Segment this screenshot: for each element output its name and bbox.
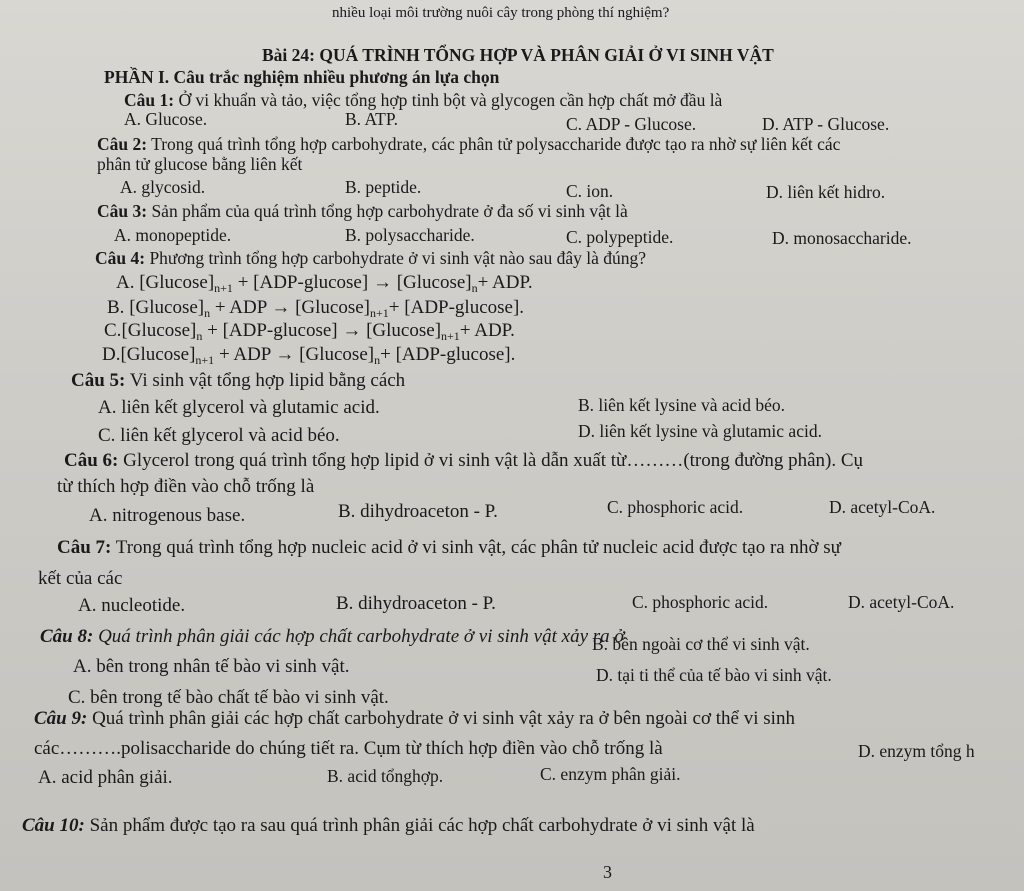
q9-option-d: D. enzym tổng h: [858, 741, 975, 761]
q5-option-d: D. liên kết lysine và glutamic acid.: [578, 421, 822, 441]
question-label: Câu 6:: [64, 450, 119, 471]
q8-option-b: B. bên ngoài cơ thể vi sinh vật.: [592, 634, 810, 654]
question-7: [57, 537, 841, 559]
question-text: Ở vi khuẩn và tảo, việc tổng hợp tinh bột và glycogen cần hợp chất mở đầu là: [178, 90, 723, 110]
q2-option-b: B. peptide.: [345, 177, 422, 197]
part-title: PHẦN I. Câu trắc nghiệm nhiều phương án lựa chọn: [104, 67, 500, 87]
q8-option-a: A. bên trong nhân tế bào vi sinh vật.: [73, 656, 350, 677]
question-4: [95, 247, 646, 269]
q4-option-a: A. $[Glucose]_{n+1} + [ADP-glucose] \to [Glucose]_n+$ ADP.: [116, 272, 533, 295]
question-label: Câu 10:: [22, 815, 85, 836]
q5-option-a: A. liên kết glycerol và glutamic acid.: [98, 397, 380, 418]
question-text: Trong quá trình tổng hợp nucleic acid ở vi sinh vật, các phân tử nucleic acid được tạo ra nhờ sự: [115, 537, 841, 558]
question-2: [97, 133, 840, 155]
q9-option-b: B. acid tổnghợp.: [327, 766, 444, 786]
question-1: [124, 89, 722, 111]
question-label: Câu 2:: [97, 134, 148, 154]
q1-option-b: B. ATP.: [345, 109, 399, 129]
question-text: Sản phẩm của quá trình tổng hợp carbohydrate ở đa số vi sinh vật là: [151, 201, 628, 221]
question-text: Glycerol trong quá trình tổng hợp lipid ở vi sinh vật là dẫn xuất từ………(trong đường phân). Cụ: [123, 450, 864, 471]
q2-option-c: C. ion.: [566, 181, 614, 201]
q6-option-d: D. acetyl-CoA.: [829, 497, 936, 517]
header-cut-text: nhiều loại môi trường nuôi cây trong phòng thí nghiệm?: [332, 5, 670, 21]
q6-option-a: A. nitrogenous base.: [89, 505, 246, 526]
q3-option-a: A. monopeptide.: [114, 225, 232, 245]
q4-option-b: B. $[Glucose]_n$ + ADP → $[Glucose]_{n+1}+ [ADP-glucose]$.: [107, 297, 525, 320]
q8-option-c: C. bên trong tế bào chất tế bào vi sinh vật.: [68, 687, 389, 708]
q4-option-c: $C.[Glucose]_n + [ADP-glucose] \to [Glucose]_{n+1}+$ ADP.: [104, 320, 515, 343]
q3-option-c: C. polypeptide.: [566, 227, 674, 247]
question-label: Câu 3:: [97, 201, 148, 221]
q5-option-b: B. liên kết lysine và acid béo.: [578, 395, 786, 415]
lesson-title: Bài 24: QUÁ TRÌNH TỔNG HỢP VÀ PHÂN GIẢI Ở VI SINH VẬT: [262, 45, 774, 65]
question-label: Câu 4:: [95, 248, 146, 268]
q3-option-d: D. monosaccharide.: [772, 228, 912, 248]
question-text: Quá trình phân giải các hợp chất carbohydrate ở vi sinh vật xảy ra ở: [98, 626, 625, 647]
question-label: Câu 8:: [40, 626, 94, 647]
question-text: Sản phẩm được tạo ra sau quá trình phân giải các hợp chất carbohydrate ở vi sinh vật là: [89, 815, 755, 836]
q7-option-c: C. phosphoric acid.: [632, 592, 769, 612]
question-10: [22, 815, 755, 837]
q7-option-a: A. nucleotide.: [78, 595, 186, 616]
question-2-continued: phân tử glucose bằng liên kết: [97, 154, 303, 174]
q2-option-a: A. glycosid.: [120, 177, 206, 197]
q1-option-c: C. ADP - Glucose.: [566, 114, 697, 134]
q3-option-b: B. polysaccharide.: [345, 225, 475, 245]
question-6: [64, 450, 863, 472]
question-9: [34, 708, 795, 730]
question-9-continued: các……….polisaccharide do chúng tiết ra. Cụm từ thích hợp điền vào chỗ trống là: [34, 738, 663, 759]
question-text: Vi sinh vật tổng hợp lipid bằng cách: [129, 370, 406, 391]
q8-option-d: D. tại ti thể của tế bào vi sinh vật.: [596, 665, 832, 685]
page-number: 3: [603, 862, 612, 882]
question-label: Câu 9:: [34, 708, 88, 729]
q1-option-a: A. Glucose.: [124, 109, 208, 129]
q4-option-d: $D.[Glucose]_{n+1}$ + ADP → $[Glucose]_n+ [ADP-glucose]$.: [102, 344, 516, 367]
q7-option-d: D. acetyl-CoA.: [848, 592, 955, 612]
question-7-continued: kết của các: [38, 568, 123, 589]
q1-option-d: D. ATP - Glucose.: [762, 114, 890, 134]
question-8: [40, 626, 625, 648]
question-3: [97, 200, 628, 222]
question-text: Quá trình phân giải các hợp chất carbohydrate ở vi sinh vật xảy ra ở bên ngoài cơ thể vi sinh: [92, 708, 795, 729]
question-label: Câu 5:: [71, 370, 126, 391]
q9-option-c: C. enzym phân giải.: [540, 764, 681, 784]
q2-option-d: D. liên kết hidro.: [766, 182, 886, 202]
question-label: Câu 7:: [57, 537, 112, 558]
question-5: [71, 370, 405, 392]
q6-option-b: B. dihydroaceton - P.: [338, 501, 498, 522]
question-label: Câu 1:: [124, 90, 175, 110]
question-6-continued: từ thích hợp điền vào chỗ trống là: [57, 476, 315, 497]
q7-option-b: B. dihydroaceton - P.: [336, 593, 496, 614]
question-text: Trong quá trình tổng hợp carbohydrate, các phân tử polysaccharide được tạo ra nhờ sự liên kết các: [151, 134, 841, 154]
q5-option-c: C. liên kết glycerol và acid béo.: [98, 425, 340, 446]
q9-option-a: A. acid phân giải.: [38, 767, 173, 788]
question-text: Phương trình tổng hợp carbohydrate ở vi sinh vật nào sau đây là đúng?: [149, 248, 646, 268]
q6-option-c: C. phosphoric acid.: [607, 497, 744, 517]
